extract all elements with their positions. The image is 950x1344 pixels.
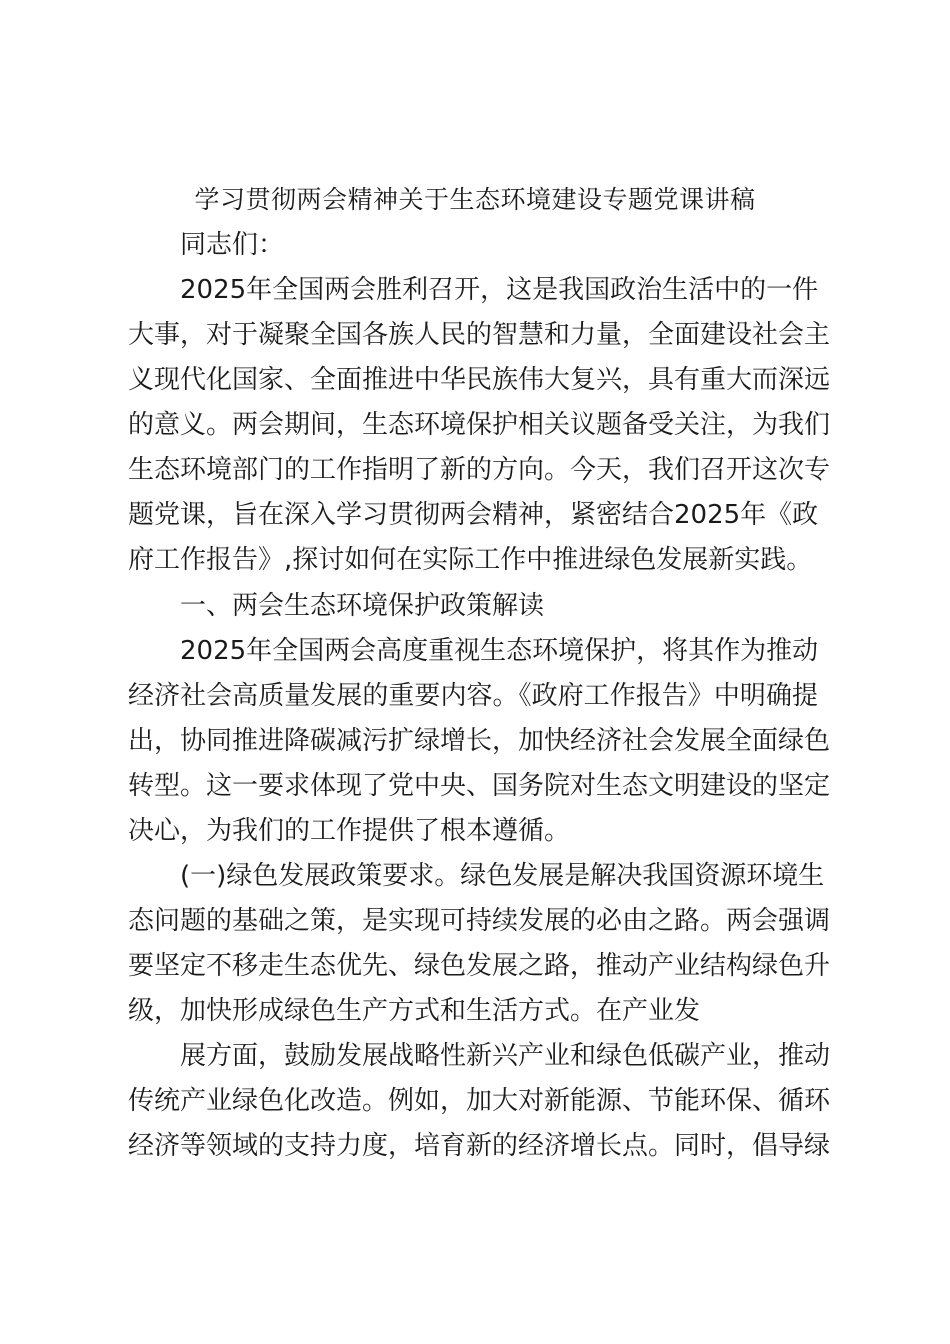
paragraph-line: 传统产业绿色化改造。例如，加大对新能源、节能环保、循环	[128, 1086, 831, 1116]
paragraph-line: 级，加快形成绿色生产方式和生活方式。在产业发	[128, 996, 701, 1026]
paragraph-line: 转型。这一要求体现了党中央、国务院对生态文明建设的坚定	[128, 771, 831, 801]
paragraph-line: 2025年全国两会胜利召开，这是我国政治生活中的一件	[180, 275, 819, 305]
paragraph-line: 经济社会高质量发展的重要内容。《政府工作报告》中明确提	[128, 681, 818, 711]
paragraph-line: 经济等领域的支持力度，培育新的经济增长点。同时，倡导绿	[128, 1131, 831, 1161]
paragraph-line: 2025年全国两会高度重视生态环境保护，将其作为推动	[180, 636, 819, 666]
paragraph-line: 生态环境部门的工作指明了新的方向。今天，我们召开这次专	[128, 455, 831, 485]
paragraph-line: 决心，为我们的工作提供了根本遵循。	[128, 816, 571, 846]
paragraph-line: 府工作报告》,探讨如何在实际工作中推进绿色发展新实践。	[128, 545, 813, 575]
section-heading: 一、两会生态环境保护政策解读	[180, 591, 545, 621]
paragraph-line: 义现代化国家、全面推进中华民族伟大复兴，具有重大而深远	[128, 365, 831, 395]
paragraph-line: 展方面，鼓励发展战略性新兴产业和绿色低碳产业，推动	[180, 1041, 831, 1071]
paragraph-line: 出，协同推进降碳减污扩绿增长，加快经济社会发展全面绿色	[128, 726, 831, 756]
paragraph-line: 态问题的基础之策，是实现可持续发展的必由之路。两会强调	[128, 906, 831, 936]
paragraph-line: 大事，对于凝聚全国各族人民的智慧和力量，全面建设社会主	[128, 320, 831, 350]
paragraph-line: 题党课，旨在深入学习贯彻两会精神，紧密结合2025年《政	[128, 500, 819, 530]
paragraph-line: 的意义。两会期间，生态环境保护相关议题备受关注，为我们	[128, 410, 831, 440]
paragraph-line: 要坚定不移走生态优先、绿色发展之路，推动产业结构绿色升	[128, 951, 831, 981]
paragraph-line: (一)绿色发展政策要求。绿色发展是解决我国资源环境生	[180, 861, 825, 891]
document-title: 学习贯彻两会精神关于生态环境建设专题党课讲稿	[194, 185, 756, 214]
salutation: 同志们：	[180, 230, 285, 260]
